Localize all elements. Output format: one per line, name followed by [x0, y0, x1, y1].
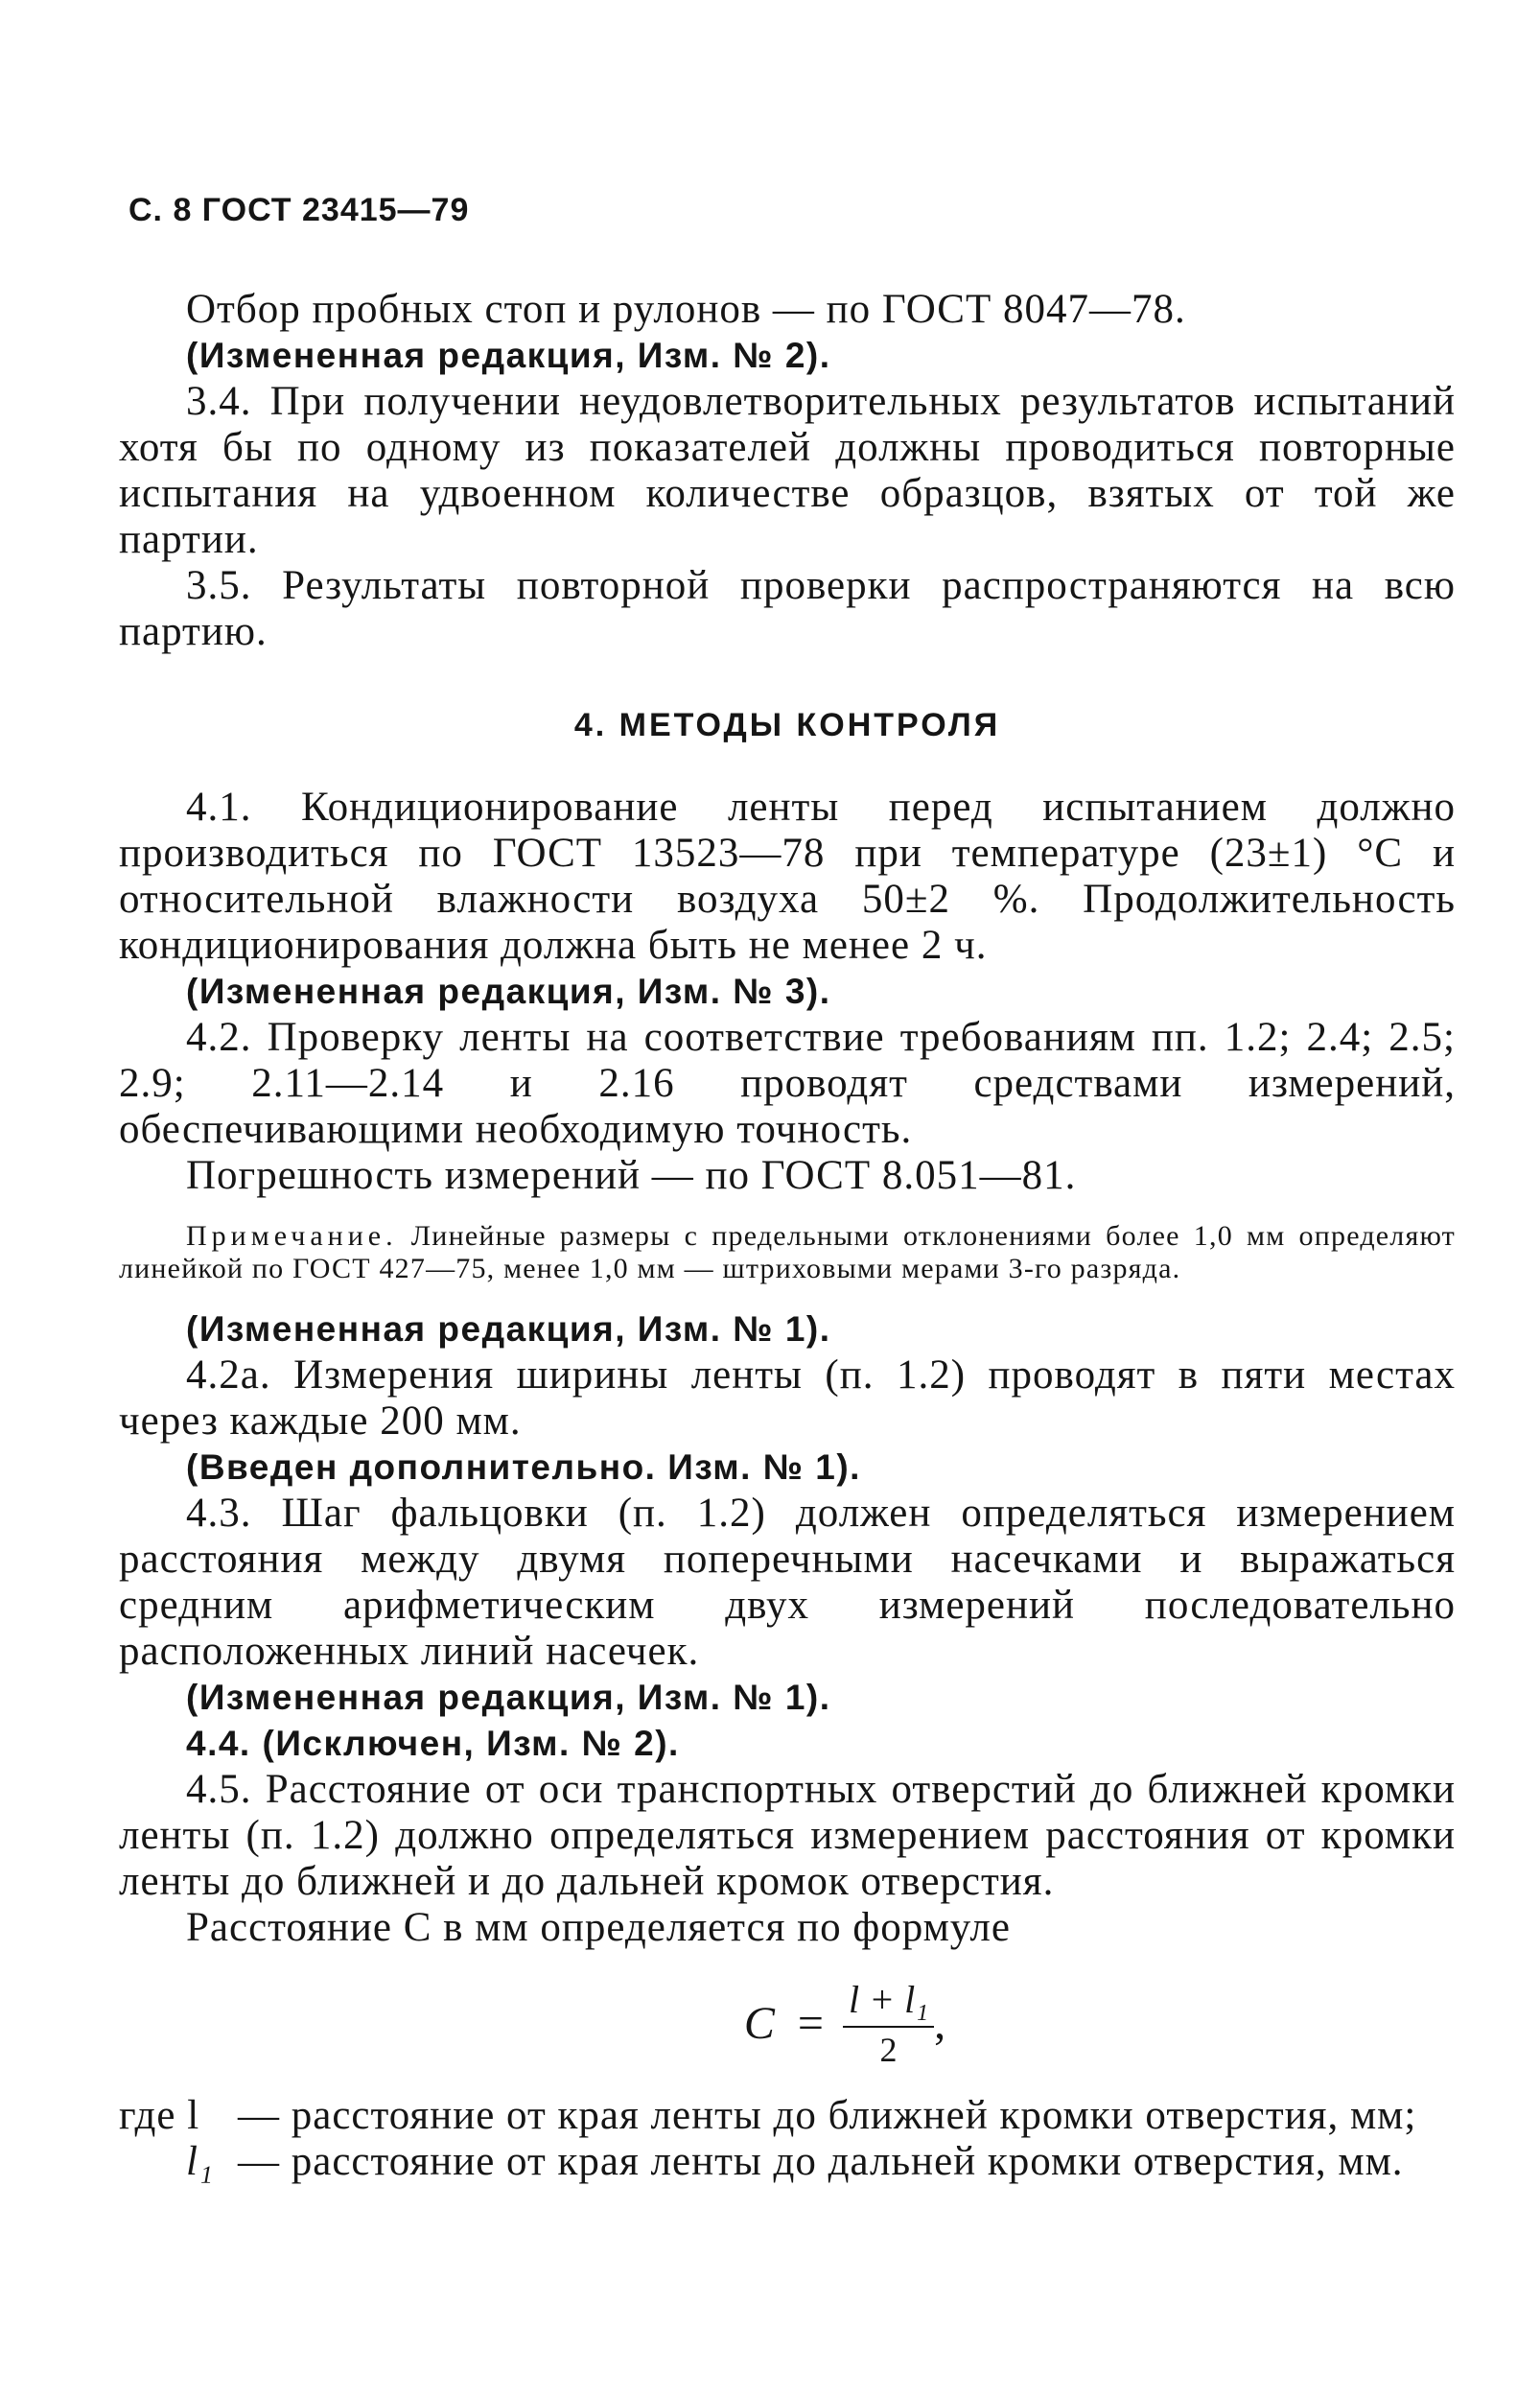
note-label: Примечание.: [186, 1220, 398, 1252]
where-key: где l: [119, 2093, 200, 2138]
formula-trailing-comma: ,: [934, 1997, 946, 2049]
paragraph-4-5: 4.5. Расстояние от оси транспортных отверстий до ближней кромки ленты (п. 1.2) должно определяться измерением расстояния от кромки ленты до ближней и до дальней кромок отверстия.: [119, 1767, 1456, 1904]
formula-denominator: 2: [879, 2030, 898, 2069]
note-text: Линейные размеры с предельными отклонениями более 1,0 мм определяют линейкой по ГОСТ 427—75, менее 1,0 мм — штриховыми мерами 3-го разряда.: [119, 1220, 1456, 1284]
paragraph-4-2a: 4.2а. Измерения ширины ленты (п. 1.2) проводят в пяти местах через каждые 200 мм.: [119, 1352, 1456, 1444]
page-header: С. 8 ГОСТ 23415—79: [128, 192, 470, 228]
where-text: — расстояние от края ленты до ближней кромки отверстия, мм;: [238, 2093, 1417, 2138]
paragraph-4-2: 4.2. Проверку ленты на соответствие требованиям пп. 1.2; 2.4; 2.5; 2.9; 2.11—2.14 и 2.16 проводят средствами измерений, обеспечивающими необходимую точность.: [119, 1015, 1456, 1152]
paragraph-4-5-formula-intro: Расстояние С в мм определяется по формуле: [186, 1905, 1011, 1950]
amendment-note: (Измененная редакция, Изм. № 3).: [186, 972, 831, 1011]
where-key: l₁: [186, 2139, 214, 2184]
formula-fraction: [843, 1977, 934, 2070]
paragraph-4-1: 4.1. Кондиционирование ленты перед испытанием должно производиться по ГОСТ 13523—78 при температуре (23±1) °С и относительной влажности воздуха 50±2 %. Продолжительность кондиционирования должна быть не менее 2 ч.: [119, 785, 1456, 968]
amendment-note: (Введен дополнительно. Изм. № 1).: [186, 1447, 861, 1487]
amendment-note: (Измененная редакция, Изм. № 1).: [186, 1678, 831, 1717]
note: [119, 1220, 1456, 1285]
where-definition: [119, 2139, 1456, 2185]
paragraph-4-2-accuracy: Погрешность измерений — по ГОСТ 8.051—81.: [186, 1153, 1077, 1198]
where-definition: [119, 2093, 1456, 2139]
where-text: — расстояние от края ленты до дальней кромки отверстия, мм.: [238, 2139, 1404, 2184]
paragraph-3-5: 3.5. Результаты повторной проверки распространяются на всю партию.: [119, 563, 1456, 654]
paragraph-3-4: 3.4. При получении неудовлетворительных результатов испытаний хотя бы по одному из показателей должны проводиться повторные испытания на удвоенном количестве образцов, взятых от той же партии.: [119, 379, 1456, 562]
formula-numerator: l + l₁: [848, 1977, 929, 2021]
paragraph-sampling: Отбор пробных стоп и рулонов — по ГОСТ 8047—78.: [186, 287, 1186, 332]
document-page: [119, 192, 1456, 2185]
formula-equals: =: [797, 1997, 824, 2049]
amendment-note: (Измененная редакция, Изм. № 2).: [186, 336, 831, 375]
section-title: 4. МЕТОДЫ КОНТРОЛЯ: [573, 707, 1001, 743]
formula: [234, 1970, 1456, 2076]
paragraph-4-4: 4.4. (Исключен, Изм. № 2).: [186, 1724, 680, 1763]
formula-lhs: С: [743, 1997, 775, 2049]
paragraph-4-3: 4.3. Шаг фальцовки (п. 1.2) должен определяться измерением расстояния между двумя поперечными насечками и выражаться средним арифметическим двух измерений последовательно расположенных линий насечек.: [119, 1491, 1456, 1674]
amendment-note: (Измененная редакция, Изм. № 1).: [186, 1309, 831, 1349]
